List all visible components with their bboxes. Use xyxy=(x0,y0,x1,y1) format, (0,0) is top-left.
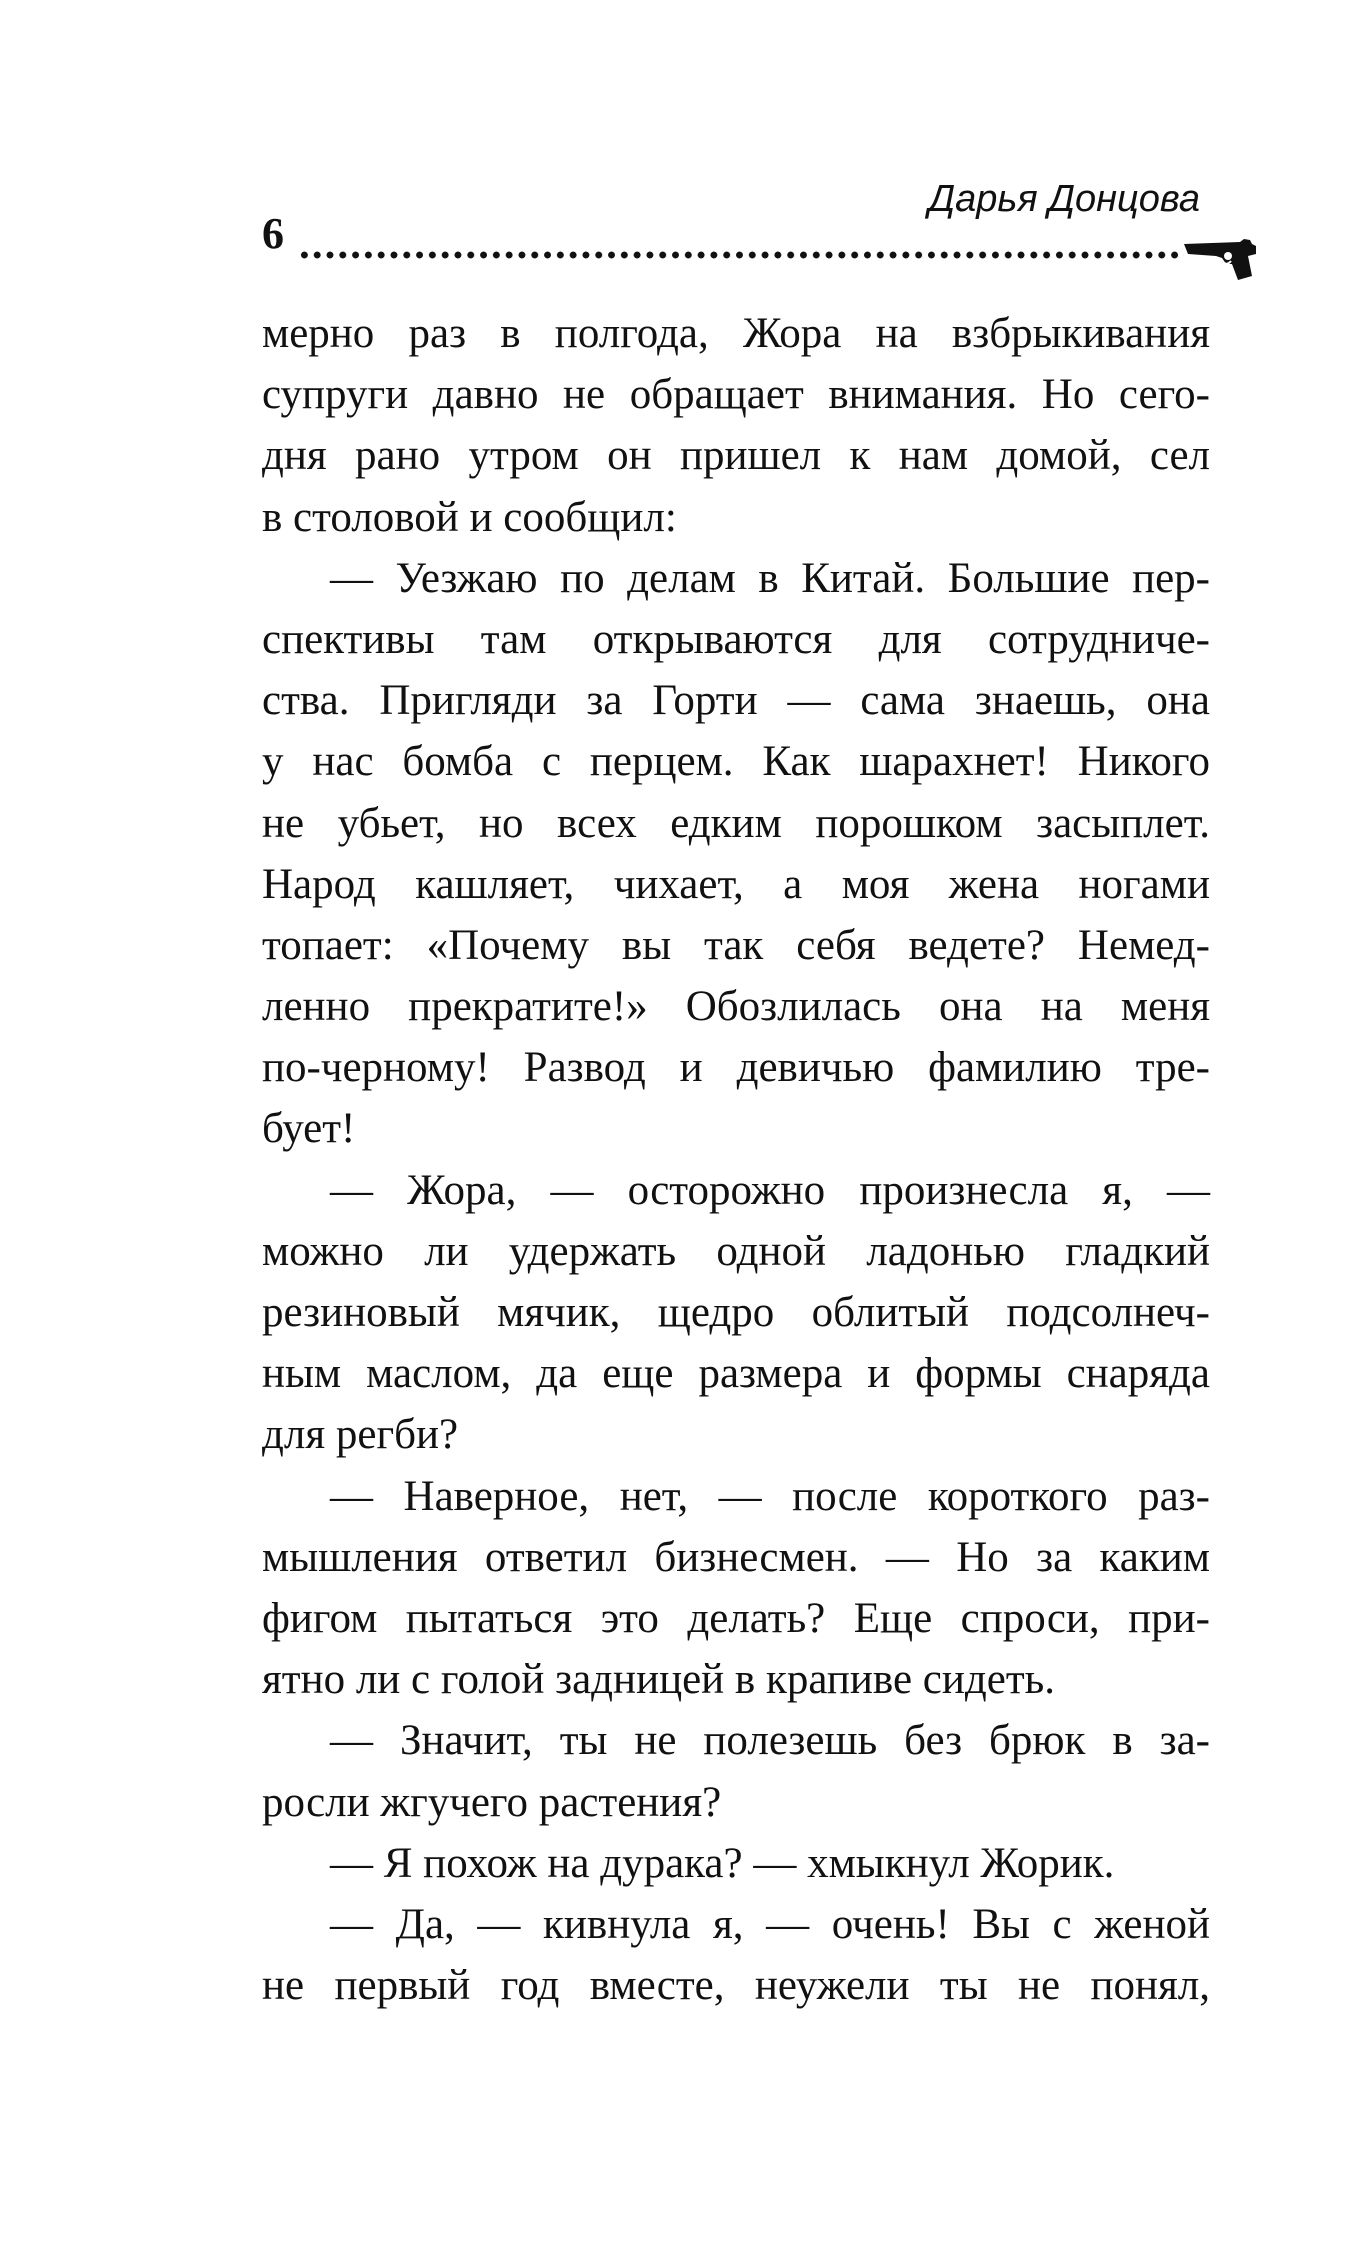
text-line: по-черному! Развод и девичью фамилию тре- xyxy=(262,1044,1210,1092)
text-line: дня рано утром он пришел к нам домой, сел xyxy=(262,432,1210,480)
revolver-icon xyxy=(1182,234,1260,282)
text-line: топает: «Почему вы так себя ведете? Немед- xyxy=(262,921,1210,969)
text-line: не первый год вместе, неужели ты не понял, xyxy=(262,1962,1210,2010)
text-line: у нас бомба с перцем. Как шарахнет! Никого xyxy=(262,738,1210,786)
text-line: — Наверное, нет, — после короткого раз- xyxy=(330,1472,1210,1520)
text-line: не убьет, но всех едким порошком засыплет. xyxy=(262,799,1210,847)
text-line: ства. Пригляди за Горти — сама знаешь, она xyxy=(262,677,1210,725)
text-line: Народ кашляет, чихает, а моя жена ногами xyxy=(262,860,1210,908)
author-name: Дарья Донцова xyxy=(928,178,1200,220)
text-line: ным маслом, да еще размера и формы снаряда xyxy=(262,1350,1210,1398)
dotted-leader xyxy=(298,250,1184,260)
text-line: в столовой и сообщил: xyxy=(262,493,677,541)
text-line: мышления ответил бизнесмен. — Но за каким xyxy=(262,1533,1210,1581)
text-line: для регби? xyxy=(262,1411,459,1459)
text-line: — Уезжаю по делам в Китай. Большие пер- xyxy=(330,554,1210,602)
text-line: росли жгучего растения? xyxy=(262,1778,722,1826)
text-line: — Я похож на дурака? — хмыкнул Жорик. xyxy=(330,1839,1115,1887)
text-line: фигом пытаться это делать? Еще спроси, при- xyxy=(262,1594,1210,1642)
text-line: — Жора, — осторожно произнесла я, — xyxy=(330,1166,1210,1214)
text-line: бует! xyxy=(262,1105,356,1153)
text-line: ленно прекратите!» Обозлилась она на меня xyxy=(262,983,1210,1031)
page-number: 6 xyxy=(262,209,284,258)
text-line: мерно раз в полгода, Жора на взбрыкивания xyxy=(262,310,1210,357)
running-header xyxy=(262,180,1262,290)
text-line: можно ли удержать одной ладонью гладкий xyxy=(262,1227,1210,1275)
text-line: ятно ли с голой задницей в крапиве сидеть. xyxy=(262,1656,1056,1704)
text-line: спективы там открываются для сотрудниче- xyxy=(262,615,1210,663)
text-line: — Значит, ты не полезешь без брюк в за- xyxy=(330,1717,1210,1765)
text-line: супруги давно не обращает внимания. Но сего- xyxy=(262,371,1210,419)
text-line: резиновый мячик, щедро облитый подсолнеч- xyxy=(262,1289,1210,1336)
body-text xyxy=(262,303,1210,2016)
text-line: — Да, — кивнула я, — очень! Вы с женой xyxy=(330,1900,1210,1948)
